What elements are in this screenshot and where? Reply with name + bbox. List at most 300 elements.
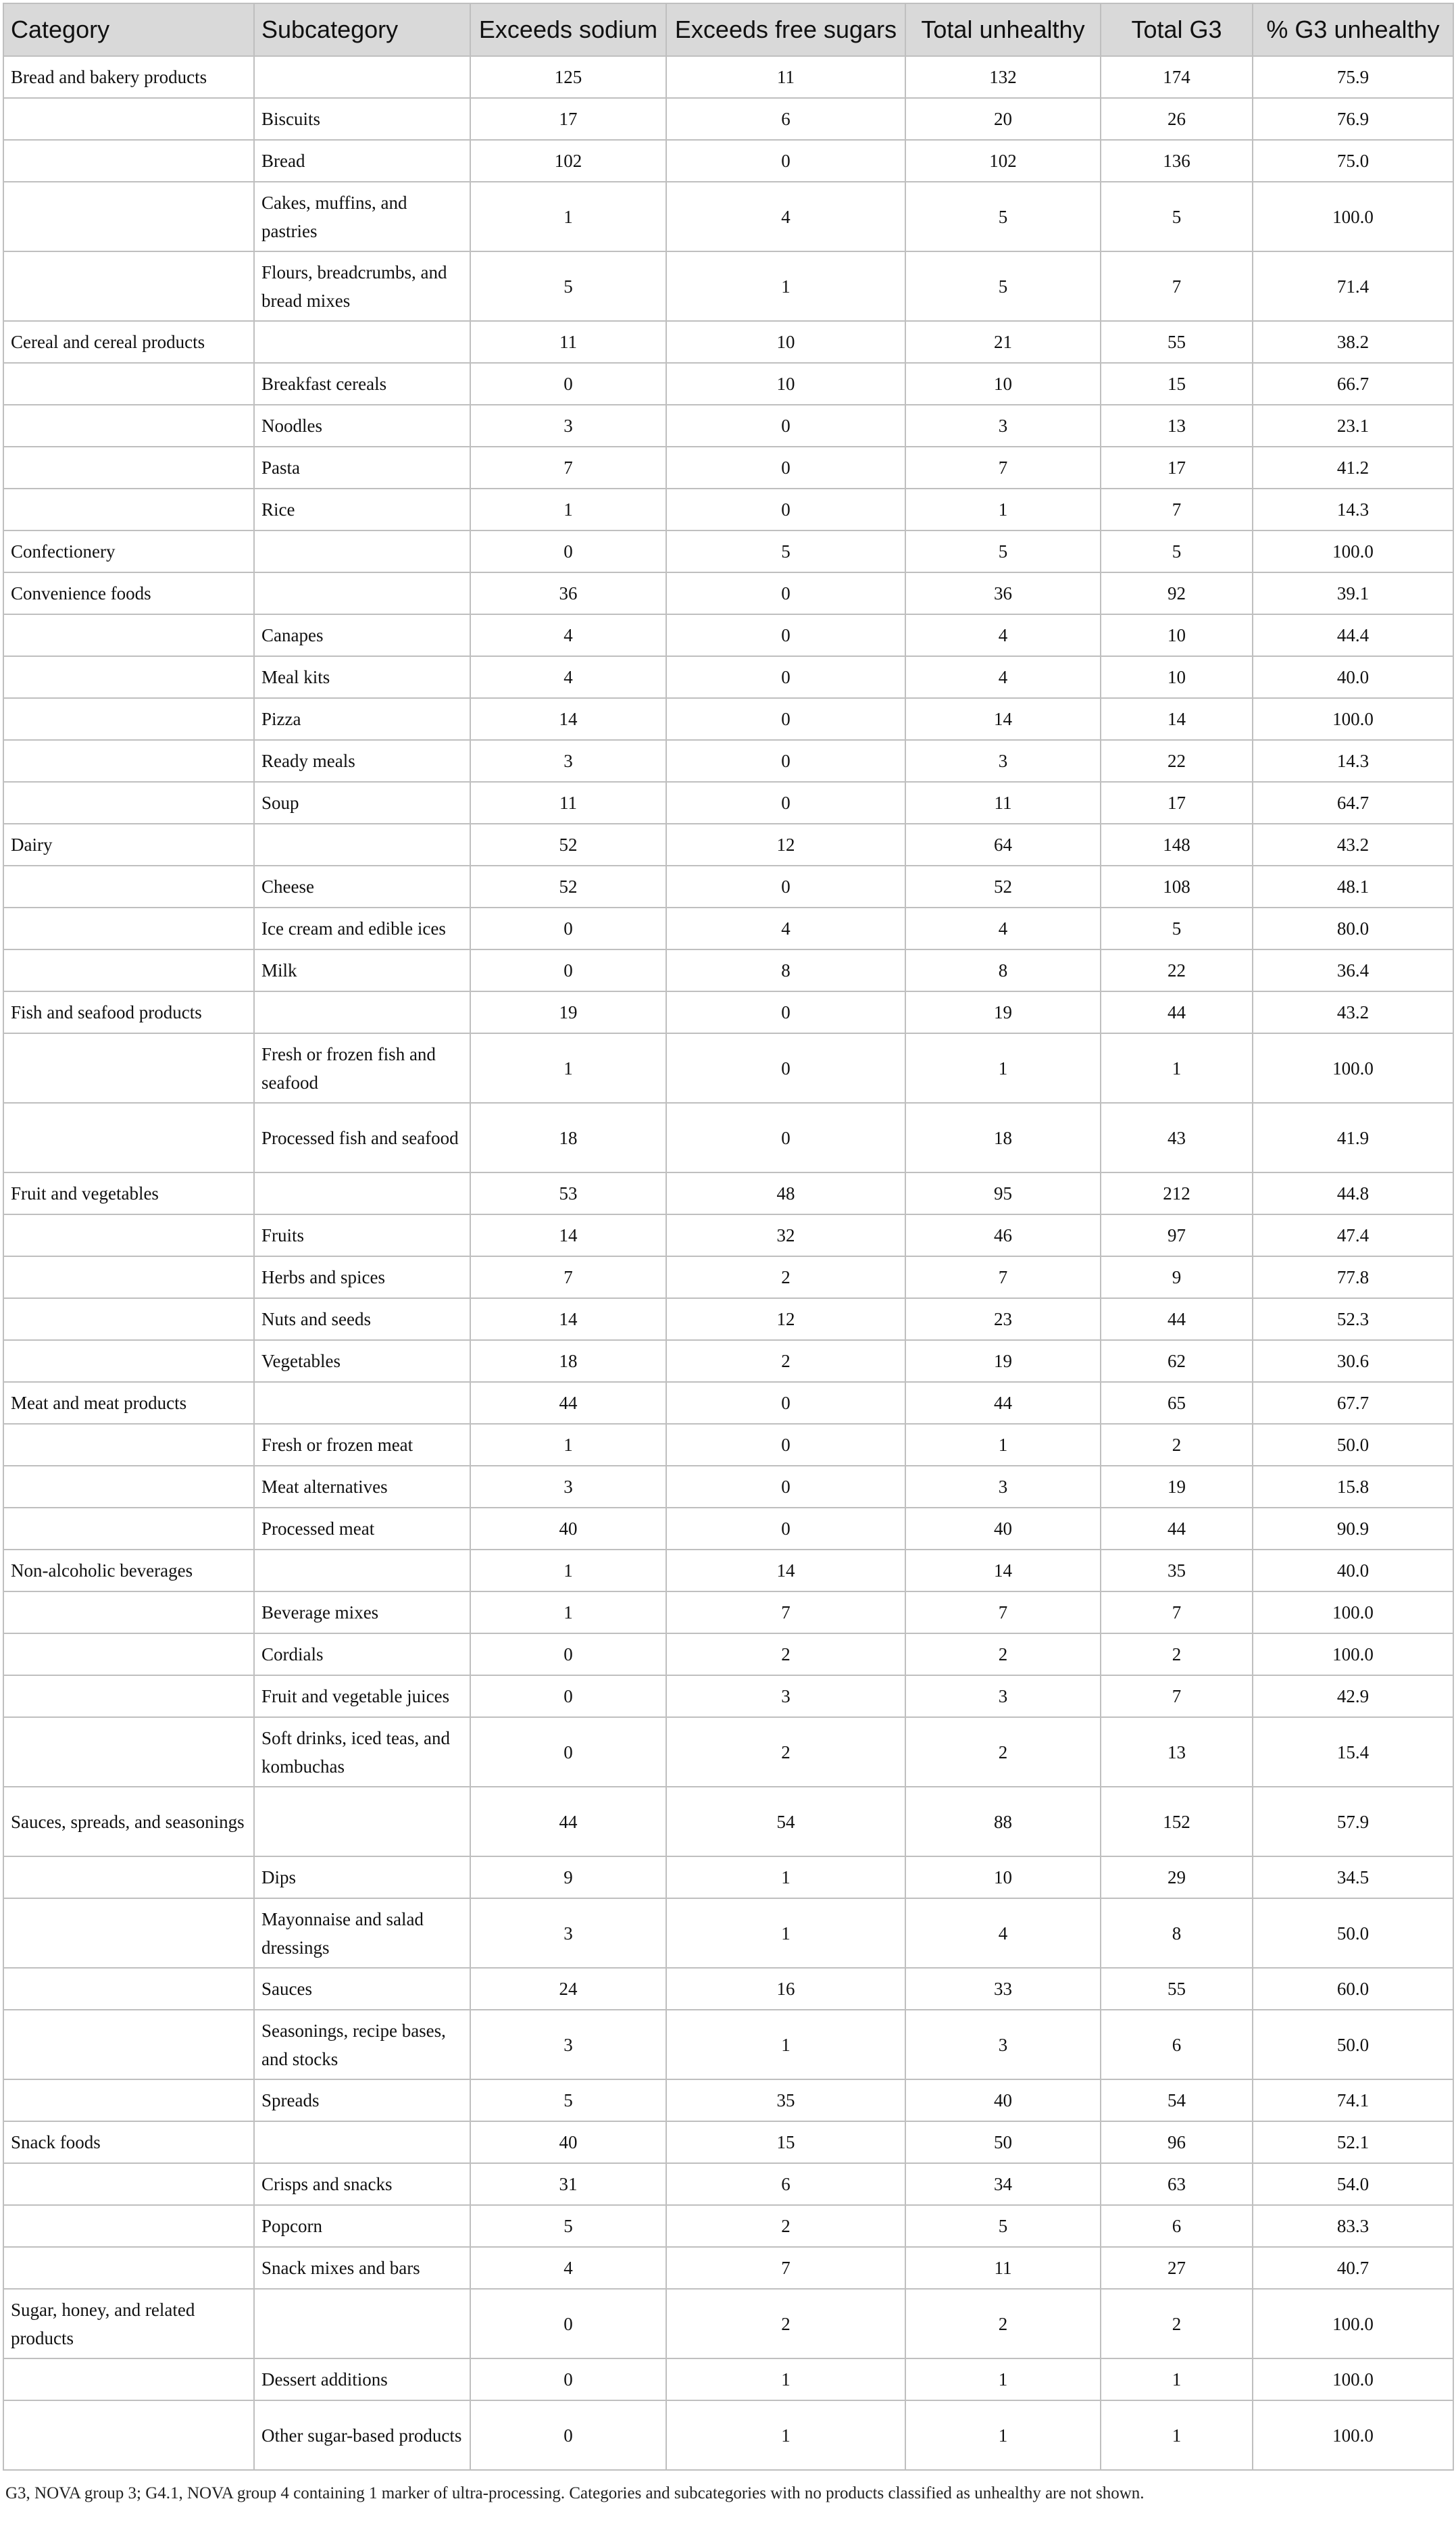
cell-exceeds-free-sugars: 8 [666,949,905,991]
cell-category [3,908,254,949]
cell-pct-g3-unhealthy: 54.0 [1253,2163,1453,2205]
cell-exceeds-sodium: 1 [470,1424,666,1466]
cell-subcategory [254,56,470,98]
cell-total-unhealthy: 21 [905,321,1101,363]
cell-category [3,614,254,656]
cell-exceeds-sodium: 11 [470,782,666,824]
cell-exceeds-sodium: 5 [470,251,666,321]
cell-category [3,1717,254,1787]
cell-total-g3: 97 [1101,1214,1253,1256]
cell-total-g3: 55 [1101,1968,1253,2010]
cell-total-unhealthy: 102 [905,140,1101,182]
table-row [3,698,1453,740]
cell-exceeds-free-sugars: 0 [666,656,905,698]
table-row [3,251,1453,321]
cell-exceeds-free-sugars: 2 [666,1340,905,1382]
cell-total-unhealthy: 10 [905,363,1101,405]
table-row [3,2358,1453,2400]
table-row [3,1717,1453,1787]
table-row [3,1968,1453,2010]
cell-exceeds-sodium: 40 [470,2121,666,2163]
cell-subcategory: Herbs and spices [254,1256,470,1298]
table-row [3,321,1453,363]
cell-category [3,98,254,140]
cell-category [3,782,254,824]
cell-subcategory: Sauces [254,1968,470,2010]
cell-exceeds-free-sugars: 0 [666,489,905,530]
table-row [3,530,1453,572]
cell-total-g3: 148 [1101,824,1253,866]
table-row [3,1298,1453,1340]
cell-total-g3: 10 [1101,656,1253,698]
cell-total-g3: 19 [1101,1466,1253,1508]
header-category: Category [3,3,254,56]
cell-total-g3: 43 [1101,1103,1253,1172]
cell-subcategory: Pasta [254,447,470,489]
cell-category [3,1103,254,1172]
cell-category [3,1898,254,1968]
cell-category: Bread and bakery products [3,56,254,98]
table-row [3,991,1453,1033]
table-row [3,572,1453,614]
cell-exceeds-sodium: 11 [470,321,666,363]
cell-exceeds-sodium: 3 [470,405,666,447]
cell-total-g3: 44 [1101,1298,1253,1340]
cell-total-unhealthy: 4 [905,908,1101,949]
cell-pct-g3-unhealthy: 34.5 [1253,1856,1453,1898]
cell-category [3,1256,254,1298]
table-row [3,1340,1453,1382]
cell-subcategory [254,1172,470,1214]
cell-category [3,2247,254,2289]
cell-total-unhealthy: 40 [905,1508,1101,1550]
cell-exceeds-sodium: 0 [470,908,666,949]
cell-total-unhealthy: 33 [905,1968,1101,2010]
cell-subcategory: Cordials [254,1633,470,1675]
cell-pct-g3-unhealthy: 100.0 [1253,2289,1453,2358]
cell-exceeds-free-sugars: 0 [666,447,905,489]
cell-pct-g3-unhealthy: 40.7 [1253,2247,1453,2289]
cell-exceeds-sodium: 24 [470,1968,666,2010]
cell-category [3,698,254,740]
cell-subcategory: Rice [254,489,470,530]
cell-total-unhealthy: 1 [905,1033,1101,1103]
cell-exceeds-sodium: 7 [470,447,666,489]
cell-total-unhealthy: 2 [905,1717,1101,1787]
cell-total-unhealthy: 7 [905,1591,1101,1633]
cell-total-g3: 2 [1101,1633,1253,1675]
table-row [3,2163,1453,2205]
cell-pct-g3-unhealthy: 47.4 [1253,1214,1453,1256]
table-row [3,949,1453,991]
cell-exceeds-sodium: 4 [470,656,666,698]
cell-subcategory [254,1787,470,1856]
table-row [3,1550,1453,1591]
cell-total-unhealthy: 11 [905,782,1101,824]
table-row [3,740,1453,782]
cell-total-unhealthy: 23 [905,1298,1101,1340]
cell-exceeds-free-sugars: 2 [666,1633,905,1675]
cell-subcategory [254,2121,470,2163]
table-row [3,2121,1453,2163]
cell-total-unhealthy: 50 [905,2121,1101,2163]
cell-subcategory: Dessert additions [254,2358,470,2400]
cell-category [3,1591,254,1633]
cell-pct-g3-unhealthy: 100.0 [1253,698,1453,740]
cell-pct-g3-unhealthy: 66.7 [1253,363,1453,405]
cell-subcategory: Spreads [254,2079,470,2121]
cell-total-g3: 152 [1101,1787,1253,1856]
cell-subcategory: Milk [254,949,470,991]
cell-exceeds-free-sugars: 12 [666,1298,905,1340]
cell-subcategory [254,991,470,1033]
cell-total-unhealthy: 5 [905,2205,1101,2247]
cell-category [3,866,254,908]
cell-total-g3: 2 [1101,1424,1253,1466]
cell-pct-g3-unhealthy: 64.7 [1253,782,1453,824]
cell-exceeds-sodium: 31 [470,2163,666,2205]
cell-category [3,140,254,182]
cell-total-g3: 29 [1101,1856,1253,1898]
table-row [3,2247,1453,2289]
cell-category [3,2358,254,2400]
cell-exceeds-sodium: 36 [470,572,666,614]
cell-exceeds-free-sugars: 4 [666,908,905,949]
cell-exceeds-sodium: 40 [470,1508,666,1550]
table-row [3,1591,1453,1633]
table-row [3,182,1453,251]
cell-subcategory: Ice cream and edible ices [254,908,470,949]
cell-exceeds-sodium: 4 [470,2247,666,2289]
cell-pct-g3-unhealthy: 50.0 [1253,1898,1453,1968]
header-total-unhealthy: Total unhealthy [905,3,1101,56]
cell-category [3,1466,254,1508]
cell-total-unhealthy: 5 [905,530,1101,572]
cell-exceeds-sodium: 5 [470,2079,666,2121]
cell-exceeds-free-sugars: 0 [666,572,905,614]
cell-pct-g3-unhealthy: 44.4 [1253,614,1453,656]
cell-total-g3: 27 [1101,2247,1253,2289]
header-exceeds-free-sugars: Exceeds free sugars [666,3,905,56]
cell-category: Dairy [3,824,254,866]
cell-total-g3: 62 [1101,1340,1253,1382]
cell-exceeds-free-sugars: 10 [666,321,905,363]
cell-exceeds-sodium: 0 [470,363,666,405]
cell-total-unhealthy: 18 [905,1103,1101,1172]
cell-total-g3: 44 [1101,1508,1253,1550]
cell-subcategory: Nuts and seeds [254,1298,470,1340]
table-row [3,2400,1453,2470]
cell-total-g3: 5 [1101,530,1253,572]
cell-pct-g3-unhealthy: 77.8 [1253,1256,1453,1298]
cell-total-unhealthy: 4 [905,614,1101,656]
cell-subcategory: Processed meat [254,1508,470,1550]
cell-total-unhealthy: 8 [905,949,1101,991]
cell-subcategory: Crisps and snacks [254,2163,470,2205]
cell-pct-g3-unhealthy: 36.4 [1253,949,1453,991]
cell-subcategory: Pizza [254,698,470,740]
cell-exceeds-sodium: 3 [470,740,666,782]
cell-total-g3: 6 [1101,2205,1253,2247]
cell-exceeds-sodium: 0 [470,2289,666,2358]
table-row [3,1172,1453,1214]
cell-exceeds-free-sugars: 2 [666,2205,905,2247]
cell-exceeds-sodium: 1 [470,489,666,530]
cell-subcategory: Breakfast cereals [254,363,470,405]
cell-exceeds-free-sugars: 1 [666,251,905,321]
cell-exceeds-free-sugars: 11 [666,56,905,98]
cell-exceeds-sodium: 18 [470,1103,666,1172]
cell-total-unhealthy: 14 [905,698,1101,740]
cell-total-unhealthy: 52 [905,866,1101,908]
cell-total-g3: 10 [1101,614,1253,656]
table-row [3,447,1453,489]
cell-pct-g3-unhealthy: 100.0 [1253,2358,1453,2400]
table-row [3,1675,1453,1717]
cell-exceeds-free-sugars: 35 [666,2079,905,2121]
cell-pct-g3-unhealthy: 50.0 [1253,1424,1453,1466]
cell-total-unhealthy: 2 [905,2289,1101,2358]
cell-exceeds-sodium: 52 [470,866,666,908]
cell-total-g3: 17 [1101,782,1253,824]
cell-exceeds-free-sugars: 0 [666,991,905,1033]
cell-category: Snack foods [3,2121,254,2163]
cell-pct-g3-unhealthy: 83.3 [1253,2205,1453,2247]
cell-category: Sauces, spreads, and seasonings [3,1787,254,1856]
cell-exceeds-sodium: 14 [470,698,666,740]
cell-pct-g3-unhealthy: 71.4 [1253,251,1453,321]
cell-exceeds-free-sugars: 0 [666,782,905,824]
cell-pct-g3-unhealthy: 38.2 [1253,321,1453,363]
cell-total-unhealthy: 19 [905,991,1101,1033]
table-row [3,1787,1453,1856]
cell-exceeds-sodium: 3 [470,1898,666,1968]
cell-total-unhealthy: 3 [905,405,1101,447]
cell-total-g3: 7 [1101,251,1253,321]
cell-subcategory [254,530,470,572]
cell-exceeds-sodium: 3 [470,2010,666,2079]
cell-exceeds-free-sugars: 0 [666,1103,905,1172]
cell-pct-g3-unhealthy: 48.1 [1253,866,1453,908]
cell-pct-g3-unhealthy: 100.0 [1253,1591,1453,1633]
cell-pct-g3-unhealthy: 41.2 [1253,447,1453,489]
cell-total-g3: 63 [1101,2163,1253,2205]
cell-exceeds-sodium: 0 [470,1675,666,1717]
cell-total-unhealthy: 40 [905,2079,1101,2121]
cell-exceeds-free-sugars: 2 [666,1717,905,1787]
cell-subcategory: Cakes, muffins, and pastries [254,182,470,251]
cell-total-unhealthy: 7 [905,1256,1101,1298]
cell-subcategory: Beverage mixes [254,1591,470,1633]
cell-pct-g3-unhealthy: 30.6 [1253,1340,1453,1382]
cell-exceeds-free-sugars: 1 [666,1856,905,1898]
cell-category [3,489,254,530]
cell-category [3,740,254,782]
cell-subcategory: Fruits [254,1214,470,1256]
cell-subcategory: Fruit and vegetable juices [254,1675,470,1717]
cell-exceeds-free-sugars: 7 [666,1591,905,1633]
cell-pct-g3-unhealthy: 100.0 [1253,1033,1453,1103]
table-row [3,1898,1453,1968]
cell-pct-g3-unhealthy: 52.1 [1253,2121,1453,2163]
cell-subcategory: Popcorn [254,2205,470,2247]
cell-category [3,1675,254,1717]
cell-subcategory: Soft drinks, iced teas, and kombuchas [254,1717,470,1787]
cell-subcategory: Flours, breadcrumbs, and bread mixes [254,251,470,321]
cell-subcategory [254,1550,470,1591]
table-row [3,1033,1453,1103]
cell-total-unhealthy: 3 [905,2010,1101,2079]
cell-total-g3: 9 [1101,1256,1253,1298]
cell-category [3,656,254,698]
cell-exceeds-sodium: 125 [470,56,666,98]
cell-total-g3: 7 [1101,489,1253,530]
cell-exceeds-free-sugars: 7 [666,2247,905,2289]
cell-exceeds-free-sugars: 0 [666,1466,905,1508]
cell-pct-g3-unhealthy: 14.3 [1253,489,1453,530]
cell-exceeds-sodium: 0 [470,530,666,572]
cell-subcategory [254,572,470,614]
cell-category [3,949,254,991]
table-row [3,1466,1453,1508]
table-row [3,824,1453,866]
cell-exceeds-sodium: 0 [470,1633,666,1675]
cell-pct-g3-unhealthy: 40.0 [1253,656,1453,698]
cell-exceeds-sodium: 5 [470,2205,666,2247]
cell-subcategory [254,824,470,866]
cell-pct-g3-unhealthy: 23.1 [1253,405,1453,447]
table-row [3,2010,1453,2079]
cell-subcategory: Meal kits [254,656,470,698]
cell-exceeds-sodium: 3 [470,1466,666,1508]
cell-exceeds-free-sugars: 3 [666,1675,905,1717]
table-row [3,140,1453,182]
cell-subcategory [254,1382,470,1424]
cell-exceeds-sodium: 14 [470,1298,666,1340]
cell-total-unhealthy: 14 [905,1550,1101,1591]
cell-exceeds-free-sugars: 0 [666,1508,905,1550]
cell-exceeds-sodium: 0 [470,1717,666,1787]
cell-exceeds-sodium: 44 [470,1382,666,1424]
cell-subcategory: Mayonnaise and salad dressings [254,1898,470,1968]
cell-total-g3: 1 [1101,2400,1253,2470]
cell-total-unhealthy: 1 [905,489,1101,530]
cell-total-g3: 14 [1101,698,1253,740]
cell-category [3,251,254,321]
cell-total-g3: 7 [1101,1591,1253,1633]
cell-total-unhealthy: 7 [905,447,1101,489]
cell-total-g3: 13 [1101,1717,1253,1787]
cell-pct-g3-unhealthy: 74.1 [1253,2079,1453,2121]
table-row [3,1508,1453,1550]
cell-total-unhealthy: 4 [905,656,1101,698]
cell-category: Convenience foods [3,572,254,614]
cell-pct-g3-unhealthy: 41.9 [1253,1103,1453,1172]
cell-subcategory: Processed fish and seafood [254,1103,470,1172]
table-row [3,1103,1453,1172]
cell-total-unhealthy: 64 [905,824,1101,866]
cell-pct-g3-unhealthy: 80.0 [1253,908,1453,949]
cell-exceeds-free-sugars: 6 [666,2163,905,2205]
cell-exceeds-free-sugars: 5 [666,530,905,572]
cell-category [3,1968,254,2010]
cell-exceeds-free-sugars: 0 [666,405,905,447]
table-row [3,405,1453,447]
table-row [3,1256,1453,1298]
cell-total-g3: 96 [1101,2121,1253,2163]
cell-exceeds-free-sugars: 15 [666,2121,905,2163]
table-row [3,908,1453,949]
cell-total-unhealthy: 19 [905,1340,1101,1382]
cell-pct-g3-unhealthy: 75.9 [1253,56,1453,98]
cell-total-unhealthy: 3 [905,1675,1101,1717]
table-body [3,56,1453,2470]
cell-total-unhealthy: 2 [905,1633,1101,1675]
cell-total-unhealthy: 3 [905,740,1101,782]
cell-total-g3: 65 [1101,1382,1253,1424]
cell-total-g3: 108 [1101,866,1253,908]
table-row [3,782,1453,824]
cell-exceeds-free-sugars: 2 [666,1256,905,1298]
cell-total-g3: 1 [1101,2358,1253,2400]
cell-total-g3: 13 [1101,405,1253,447]
table-row [3,2079,1453,2121]
cell-exceeds-free-sugars: 0 [666,1033,905,1103]
cell-category [3,1424,254,1466]
cell-category [3,2079,254,2121]
cell-subcategory: Fresh or frozen meat [254,1424,470,1466]
cell-category [3,1633,254,1675]
cell-pct-g3-unhealthy: 100.0 [1253,1633,1453,1675]
cell-subcategory: Vegetables [254,1340,470,1382]
cell-category [3,1298,254,1340]
cell-category: Confectionery [3,530,254,572]
cell-category [3,2163,254,2205]
cell-category: Cereal and cereal products [3,321,254,363]
cell-pct-g3-unhealthy: 15.4 [1253,1717,1453,1787]
cell-exceeds-free-sugars: 1 [666,2400,905,2470]
cell-exceeds-free-sugars: 0 [666,1382,905,1424]
cell-subcategory: Snack mixes and bars [254,2247,470,2289]
cell-exceeds-sodium: 44 [470,1787,666,1856]
cell-exceeds-free-sugars: 0 [666,698,905,740]
cell-total-g3: 22 [1101,740,1253,782]
cell-pct-g3-unhealthy: 44.8 [1253,1172,1453,1214]
table-row [3,1856,1453,1898]
table-row [3,614,1453,656]
cell-total-g3: 174 [1101,56,1253,98]
results-table [3,3,1454,2471]
table-row [3,866,1453,908]
cell-exceeds-free-sugars: 54 [666,1787,905,1856]
table-row [3,1214,1453,1256]
cell-pct-g3-unhealthy: 15.8 [1253,1466,1453,1508]
cell-exceeds-sodium: 1 [470,182,666,251]
cell-total-g3: 17 [1101,447,1253,489]
header-exceeds-sodium: Exceeds sodium [470,3,666,56]
cell-exceeds-sodium: 52 [470,824,666,866]
cell-category [3,2010,254,2079]
table-row [3,2205,1453,2247]
cell-subcategory: Other sugar-based products [254,2400,470,2470]
cell-pct-g3-unhealthy: 67.7 [1253,1382,1453,1424]
cell-subcategory [254,321,470,363]
cell-exceeds-free-sugars: 2 [666,2289,905,2358]
cell-exceeds-sodium: 1 [470,1550,666,1591]
cell-total-g3: 44 [1101,991,1253,1033]
cell-exceeds-free-sugars: 0 [666,740,905,782]
cell-pct-g3-unhealthy: 90.9 [1253,1508,1453,1550]
